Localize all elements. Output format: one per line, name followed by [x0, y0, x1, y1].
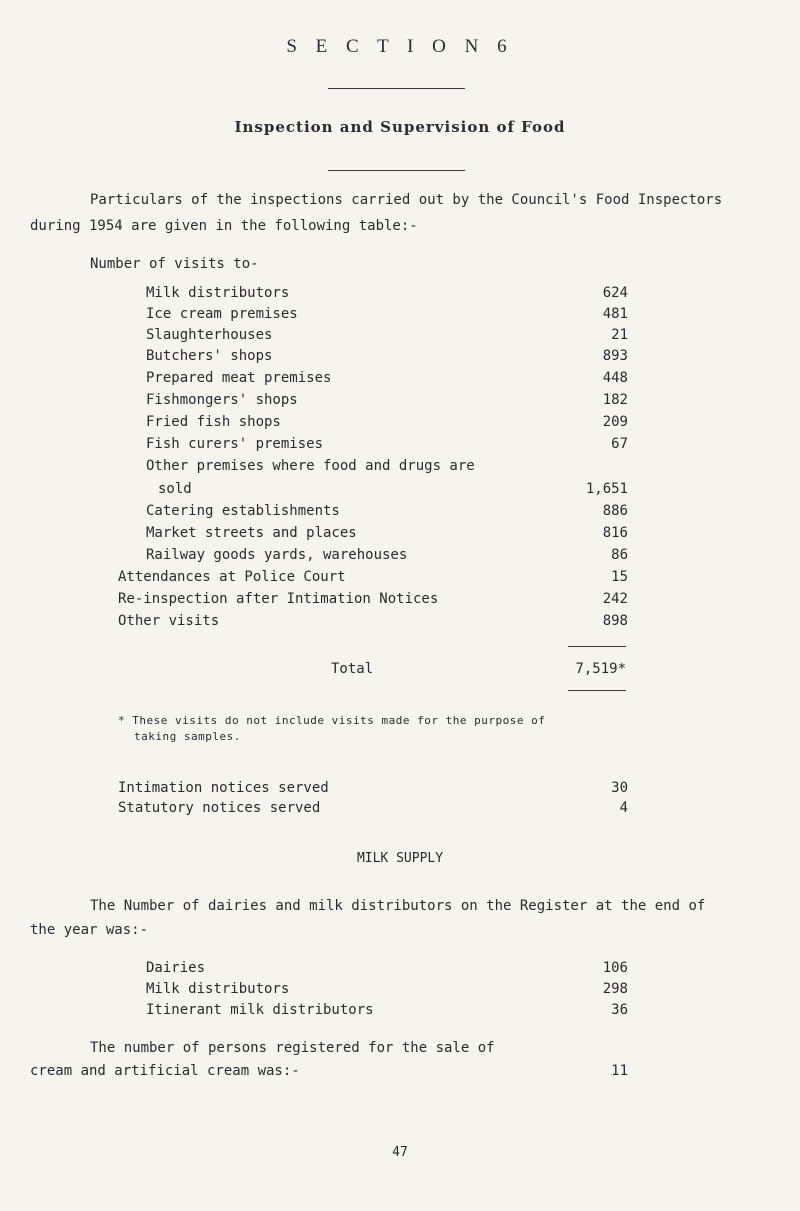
- row-value: 15: [611, 569, 628, 585]
- cream-value: 11: [611, 1063, 628, 1079]
- table-row: [0, 481, 800, 501]
- total-rule-top: [568, 646, 626, 647]
- row-value: 448: [602, 370, 628, 386]
- row-value: 106: [602, 960, 628, 976]
- row-value: 816: [602, 525, 628, 541]
- notice-label: Statutory notices served: [118, 800, 321, 816]
- table-row: [0, 306, 800, 326]
- row-label: Other premises where food and drugs are: [146, 458, 475, 474]
- cream-line-1: The number of persons registered for the sale of: [90, 1040, 495, 1056]
- row-value: 893: [602, 348, 628, 364]
- page-number: 47: [392, 1145, 408, 1160]
- total-label: Total: [331, 661, 374, 677]
- row-value: 481: [602, 306, 628, 322]
- row-value: 242: [602, 591, 628, 607]
- row-value: 298: [602, 981, 628, 997]
- table-row: [0, 569, 800, 589]
- row-label: Butchers' shops: [146, 348, 273, 364]
- page-title: Inspection and Supervision of Food: [234, 118, 566, 136]
- row-label: Milk distributors: [146, 285, 290, 301]
- row-value: 36: [611, 1002, 628, 1018]
- row-label: Ice cream premises: [146, 306, 298, 322]
- table-row: [0, 591, 800, 611]
- row-label: Milk distributors: [146, 981, 290, 997]
- row-label: Prepared meat premises: [146, 370, 332, 386]
- table-row: [0, 370, 800, 390]
- notice-label: Intimation notices served: [118, 780, 329, 796]
- total-rule-bottom: [568, 690, 626, 691]
- row-value: 209: [602, 414, 628, 430]
- row-label: Market streets and places: [146, 525, 357, 541]
- milk-intro-line-2: the year was:-: [30, 922, 149, 938]
- total-row: [0, 661, 800, 681]
- row-value: 86: [611, 547, 628, 563]
- row-value: 1,651: [585, 481, 628, 497]
- cream-row: [0, 1063, 800, 1083]
- table-row: [0, 525, 800, 545]
- table-row: [0, 436, 800, 456]
- table-row: [0, 981, 800, 1001]
- row-value: 67: [611, 436, 628, 452]
- table-row: [0, 285, 800, 305]
- row-value: 624: [602, 285, 628, 301]
- table-row: [0, 1002, 800, 1022]
- divider-top: [328, 88, 465, 89]
- row-label: Fish curers' premises: [146, 436, 324, 452]
- row-label: Itinerant milk distributors: [146, 1002, 374, 1018]
- table-row: [0, 327, 800, 347]
- notice-value: 4: [619, 800, 628, 816]
- row-label: Fried fish shops: [146, 414, 281, 430]
- row-value: 182: [602, 392, 628, 408]
- table-row: [0, 414, 800, 434]
- intro-line-1: Particulars of the inspections carried out by the Council's Food Inspectors: [90, 192, 723, 208]
- divider-bottom: [328, 170, 465, 171]
- row-value: 886: [602, 503, 628, 519]
- cream-line-2: cream and artificial cream was:-: [30, 1063, 300, 1079]
- row-label: Slaughterhouses: [146, 327, 273, 343]
- total-value: 7,519*: [575, 661, 626, 677]
- intro-line-2: during 1954 are given in the following table:-: [30, 218, 418, 234]
- row-value: 21: [611, 327, 628, 343]
- notice-value: 30: [611, 780, 628, 796]
- row-label: Fishmongers' shops: [146, 392, 298, 408]
- row-label: Dairies: [146, 960, 206, 976]
- footnote-line-1: * These visits do not include visits made for the purpose of: [118, 714, 546, 727]
- visits-heading: Number of visits to-: [90, 256, 259, 272]
- footnote-line-2: taking samples.: [134, 730, 241, 743]
- table-row: [0, 960, 800, 980]
- notice-row: [0, 800, 800, 820]
- row-label: Other visits: [118, 613, 220, 629]
- table-row: [0, 613, 800, 633]
- table-row: [0, 547, 800, 567]
- row-label: Railway goods yards, warehouses: [146, 547, 408, 563]
- row-label: sold: [158, 481, 192, 497]
- row-label: Attendances at Police Court: [118, 569, 346, 585]
- milk-intro-line-1: The Number of dairies and milk distributors on the Register at the end of: [90, 898, 706, 914]
- section-heading: S E C T I O N 6: [286, 36, 514, 57]
- row-value: 898: [602, 613, 628, 629]
- table-row: [0, 503, 800, 523]
- table-row: [0, 392, 800, 412]
- row-label: Catering establishments: [146, 503, 340, 519]
- table-row: [0, 348, 800, 368]
- notice-row: [0, 780, 800, 800]
- table-row: [0, 458, 800, 478]
- row-label: Re-inspection after Intimation Notices: [118, 591, 439, 607]
- milk-supply-heading: MILK SUPPLY: [356, 851, 444, 866]
